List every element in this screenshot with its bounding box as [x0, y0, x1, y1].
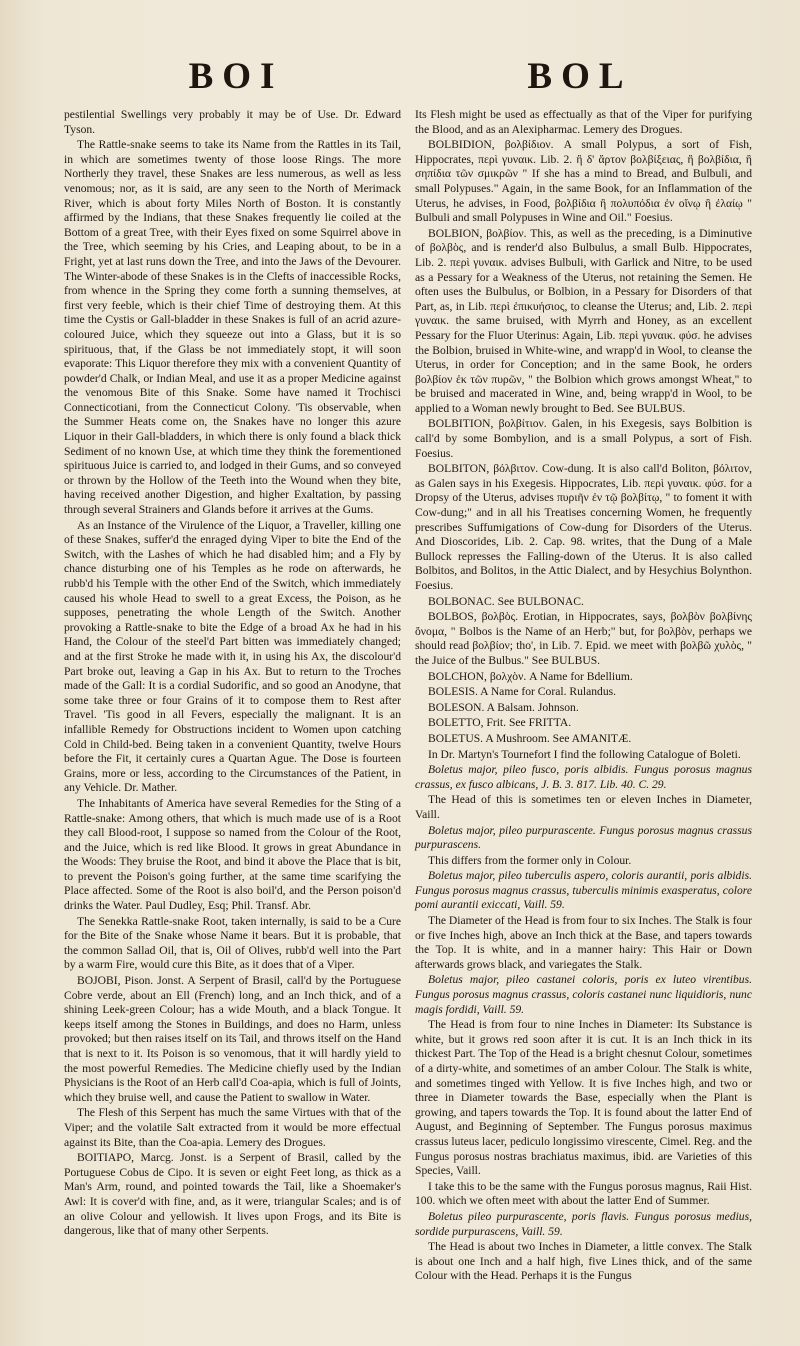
entry-bolchon: BOLCHON, βολχὸν. A Name for Bdellium. — [428, 669, 633, 683]
paragraph: The Head is about two Inches in Diameter, a little convex. The Stalk is about one Inch and a half high, five Lines thick, and of the same Colour with the Head. Perhaps it is the Fungus — [415, 1240, 752, 1283]
entry-bolbos: BOLBOS, βολβὸς. Erotian, in Hippocrates, says, βολβὸν βολβίνης ὄνομα, " Bolbos is the Name of an Herb;" but, for βολβὸν, perhaps we should read βολβίον; tho', in Lib. 7. Epid. we meet with βολβῶ χυλὸς, " the Juice of the Bulbus." See BULBUS. — [415, 610, 752, 667]
latin-name: Boletus major, pileo castanei coloris, poris ex luteo virentibus. Fungus porosus magnus crassus, coloris castanei nunc liquidioris, nunc magis fordidi, Vaill. 59. — [415, 973, 752, 1016]
latin-name: Boletus major, pileo purpurascente. Fungus porosus magnus crassus purpurascens. — [415, 823, 752, 852]
entry-bolbidion: BOLBIDION, βολβίδιον. A small Polypus, a sort of Fish, Hippocrates, περὶ γυναικ. Lib. 2. ἢ δ' ἄρτον βολβίξειας, ἢ βολβίδια, ἢ σηπίδια τῶν σμικρῶν " If she has a mind to Bread, and Bulbuli, and small Polypuses." Again, in the same Book, for an Inflammation of the Uterus, he advises, in Food, βολβίδια ἢ πολυπόδια ἐν οἴνῳ ἢ ἐλαίῳ " Bulbuli and small Polypuses in Wine and Oil." Foesius. — [415, 138, 752, 225]
paragraph: The Senekka Rattle-snake Root, taken internally, is said to be a Cure for the Bite of the Snake whose Name it bears. But it is probable, that the common Sallad Oil, that is, Oil of Olives, rubb'd well into the Part by a warm Fire, would cure this Bite, as it does that of a Viper. — [64, 914, 401, 972]
paragraph: This differs from the former only in Colour. — [428, 853, 632, 867]
entry-bojobi: BOJOBI, Pison. Jonst. A Serpent of Brasil, call'd by the Portuguese Cobre verde, about an Ell (French) long, and an Inch thick, and of a shining Leek-green Colour; has a wide Mouth, and a black Tongue. It keeps itself among the Stones in Buildings, and does no Harm, unless provoked; but then raises itself on its Tail, and throws itself on the Hand that is next to it. Its Poison is so venomous, that it will hardly yield to the most powerful Remedies. The Medicine chiefly used by the Indian Physicians is the Root of an Herb call'd Coa-apia, which is full of Joints, which they bruise well, and cause the Patient to swallow in Water. — [64, 974, 401, 1104]
paragraph: The Diameter of the Head is from four to six Inches. The Stalk is four or five Inches high, above an Inch thick at the Base, and tapers towards the Top. It is white, and in a manner hairy: This Hair or Down afterwards grows black, and variegates the Stalk. — [415, 914, 753, 971]
entry-bolesis: BOLESIS. A Name for Coral. Rulandus. — [428, 685, 617, 699]
paragraph: The Flesh of this Serpent has much the same Virtues with that of the Viper; and the volatile Salt extracted from it would be more effectual against its Bite, than the Coa-apia. Lemery des Drogues. — [64, 1106, 401, 1149]
entry-boleson: BOLESON. A Balsam. Johnson. — [428, 700, 579, 714]
paragraph: The Head is from four to nine Inches in Diameter: Its Substance is white, but it grows red soon after it is cut. It is an Inch thick in its thickest Part. The Top of the Head is a bright chesnut Colour, sometimes of a dirty-white, and sometimes of an amber Colour. The Stalk is white, and sometimes tinged with Yellow. It is five Inches high, and two or three in Diameter towards the Base, especially when the Plant is growing, and tapers towards the Top. It is found about the latter End of August, and Beginning of September. The Fungus porosus maximus crassus luteus lacer, pediculo longissimo virescente, Cimel. Reg. and the Fungus porosus nostras brachiatus maximus, ibid. are Varieties of this Species, Vaill. — [415, 1018, 752, 1178]
right-column — [415, 108, 752, 1285]
entry-boletus: BOLETUS. A Mushroom. See AMANITÆ. — [428, 731, 632, 745]
latin-name: Boletus major, pileo tuberculis aspero, coloris aurantii, poris albidis. Fungus porosus magnus crassus, tuberculis minimis exasperatus, colore pomi aurantii exiccati, Vaill. 59. — [415, 869, 752, 912]
latin-name: Boletus pileo purpurascente, poris flavis. Fungus porosus medius, sordide purpurascens, Vaill. 59. — [415, 1209, 752, 1238]
paragraph: In Dr. Martyn's Tournefort I find the following Catalogue of Boleti. — [428, 747, 741, 761]
paragraph: As an Instance of the Virulence of the Liquor, a Traveller, killing one of these Snakes, suffer'd the enraged dying Viper to bite the End of the Switch, with the Lashes of which he had disabled him; and a Fly by chance disturbing one of his Temples as he rode on afterwards, he rubb'd his Temple with the other End of the Switch, which immediately caused his whole Head to swell to a great Excess, the Poison, as he supposes, penetrating the whole Length of the Switch. Another provoking a Rattle-snake to bite the Edge of a broad Ax he had in his Hand, the Colour of the steel'd Part bitten was immediately changed; and at the first Stroke he made with it, in using his Ax, the discolour'd Part broke out, leaving a Gap in his Ax. But to return to the Troches made of the Gall: It is a cordial Sudorific, and so good an Anodyne, that some take three or four Grains of it to compose them to Rest after Travel. 'Tis good in all Fevers, especially the malignant. It is an infallible Remedy for Obstructions incident to Women upon catching Cold in Child-bed. Being taken in a convenient Quantity, twelve Hours before the Fit, it certainly cures a Quartan Ague. The Dose is fourteen Grains, more or less, according to the Circumstances of the Patient, in any Vehicle. Dr. Mather. — [64, 518, 401, 795]
entry-bolbion: BOLBION, βολβίον. This, as well as the preceding, is a Diminutive of βολβὸς, and is render'd also Bulbulus, a small Bulb. Hippocrates, Lib. 2. περὶ γυναικ. advises Bulbuli, with Garlick and Nitre, to be used as a Pessary for a Weakness of the Uterus, not retaining the Semen. He often uses the Bulbulus, or Bolbion, in a Pessary for Disorders of that Part, as, in Lib. περὶ ἐπικυήσιος, to cleanse the Uterus; and, Lib. 2. περὶ γυναικ. the same bruised, with Myrrh and Honey, as an excellent Pessary for the Fluor Uterinus: Again, Lib. περὶ γυναικ. φύσ. he advises the Bolbion, bruised in White-wine, and wrapp'd in Wool, to cleanse the Uterus, in order for Conception; and in the same Book, he orders βολβίον ἐκ τῶν πυρῶν, " the Bolbion which grows amongst Wheat," to be bruised and macerated in Wine, and, being wrapp'd in Wool, to be applied to a Woman newly brought to Bed. See BULBUS. — [415, 226, 752, 415]
running-headers — [64, 52, 752, 102]
paragraph: I take this to be the same with the Fungus porosus magnus, Raii Hist. 100. which we often meet with about the latter End of Summer. — [415, 1179, 752, 1208]
paragraph: The Rattle-snake seems to take its Name from the Rattles in its Tail, in which are sometimes twenty of those loose Rings. The more Northerly they travel, these Snakes are less numerous, as well as less venomous; nor, as it is said, are any seen to the North of Merimack River, which is about forty Miles North of Boston. It is constantly affirmed by the Indians, that these Snakes frequently lie coiled at the Bottom of a great Tree, with their Eyes fixed on some Squirrel above in the Tree, which seeming by his Cries, and Leaping about, to be in a Fright, yet at last runs down the Tree, and into the Jaws of the Devourer. The Winter-abode of these Snakes is in the Clefts of inaccessible Rocks, from whence in the Spring they come forth a sunning themselves, at first very feeble, which is their chief Time of destroying them. At this time the Cystis or Gall-bladder in these Snakes is full of an acrid azure-coloured Juice, which they squeeze out into a Glass, but it is so spirituous, that, if the Glass be not immediately stopt, it will soon evaporate: This Liquor therefore they mix with a convenient Quantity of powder'd Chalk, or Indian Meal, and use it as a proper Medicine against the venomous Bite of this Snake. Some have named it Trochisci Connecticotiani, from the Connecticut Colony. 'Tis observable, when the Summer Heats come on, the Snakes have no longer this azure Liquor in their Gall-bladders, in which there is only found a black thick Sediment of no known Use, at which time they think the forementioned spirituous Juice is carried to, and lodged in their Gums, and so conveyed or thrown by the Hollow of the Teeth into the Wound when they bite, having received another Digestion, and higher Exaltation, by passing through several Strainers and Glands before it arrives at the Gums. — [64, 138, 401, 517]
paragraph: pestilential Swellings very probably it may be of Use. Dr. Edward Tyson. — [64, 108, 401, 136]
text-columns — [64, 108, 752, 1285]
entry-bolbiton: BOLBITON, βόλβιτον. Cow-dung. It is also call'd Boliton, βόλιτον, as Galen says in his Exegesis. Hippocrates, Lib. περὶ γυναικ. φύσ. for a Dropsy of the Uterus, advises πυριῆν ἐν τῷ βολβίτῳ, " to foment it with Cow-dung;" and in all his Treatises concerning Women, he frequently prescribes Suffumigations of Cow-dung for Disorders of the Uterus. And Dioscorides, Lib. 2. Cap. 98. writes, that the Dung of a Male Bullock represses the Falling-down of the Uterus. It is also called Bolbitos, and Bolitos, in the Attic Dialect, and by Hesychius Bolynthon. Foesius. — [415, 462, 752, 592]
running-header-right: BOL — [527, 56, 633, 97]
entry-boletto: BOLETTO, Frit. See FRITTA. — [428, 716, 572, 730]
entry-bolbonac: BOLBONAC. See BULBONAC. — [428, 594, 584, 608]
entry-boitiapo: BOITIAPO, Marcg. Jonst. is a Serpent of Brasil, called by the Portuguese Cobus de Cipo. It is seven or eight Feet long, as thick as a Man's Arm, round, and pointed towards the Tail, like a Shoemaker's Awl: It is cover'd with fine, and, as it were, triangular Scales; and is of an olive Colour and yellowish. It lives upon Frogs, and its Bite is dangerous, like that of many other Serpents. — [64, 1151, 401, 1238]
paragraph: The Inhabitants of America have several Remedies for the Sting of a Rattle-snake: Among others, that which is much made use of is a Root they call Blood-root, I suppose so named from the Colour of the Root, and the Juice, which is red like Blood. It grows in great Abundance in the Woods: They bruise the Root, and bind it above the Place that is bit, to prevent the Poison's going further, at the same time scarifying the Place affected. Some of the Root is also boil'd, and the Person poison'd drinks the Water. Paul Dudley, Esq; Phil. Transf. Abr. — [64, 796, 401, 913]
entry-bolbition: BOLBITION, βολβίτιον. Galen, in his Exegesis, says Bolbition is call'd by some Bombylion, and is a small Polypus, a sort of Fish. Foesius. — [415, 417, 752, 460]
running-header-left: BOI — [188, 56, 284, 97]
latin-name: Boletus major, pileo fusco, poris albidis. Fungus porosus magnus crassus, ex fusco albicans, J. B. 3. 817. Lib. 40. C. 29. — [415, 763, 752, 791]
left-column — [64, 108, 401, 1285]
paragraph: The Head of this is sometimes ten or eleven Inches in Diameter, Vaill. — [415, 793, 752, 821]
paragraph: Its Flesh might be used as effectually as that of the Viper for purifying the Blood, and as an Alexipharmac. Lemery des Drogues. — [415, 108, 752, 136]
